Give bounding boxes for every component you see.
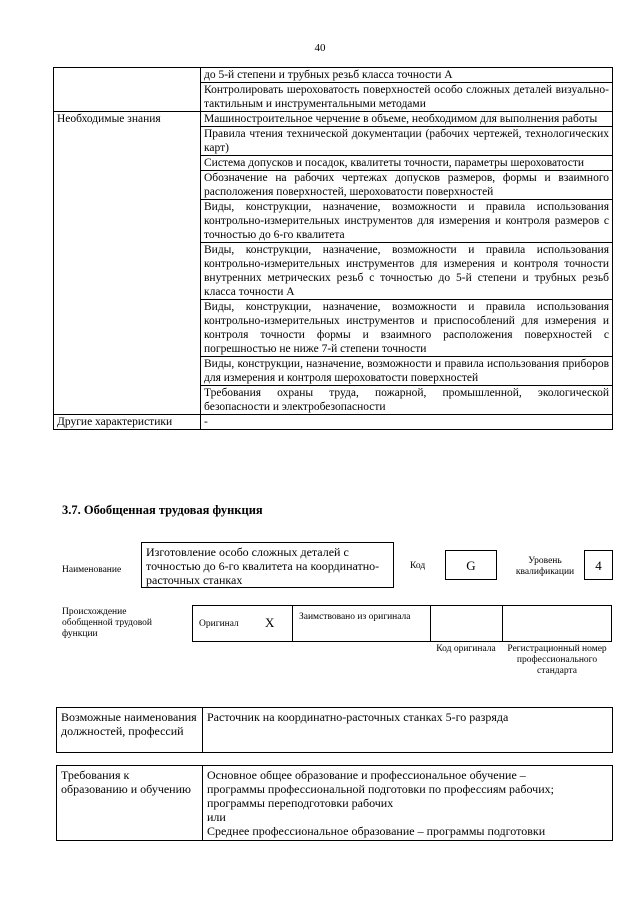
table-row bbox=[54, 200, 613, 243]
row-text: Виды, конструкции, назначение, возможности и правила использования контрольно-измерительных инструментов и приспособлений для измерения и контроля точности формы и взаимного расположения поверхностей с погрешностью не ниже 7-й степени точности bbox=[201, 300, 613, 357]
row-text: Система допусков и посадок, квалитеты точности, параметры шероховатости bbox=[201, 156, 613, 171]
table-row bbox=[54, 83, 613, 112]
original-cell bbox=[193, 606, 293, 641]
education-line: Основное общее образование и профессиональное обучение – bbox=[207, 768, 526, 782]
borrowed-label: Заимствовано из оригинала bbox=[299, 612, 411, 622]
row-label: Необходимые знания bbox=[54, 112, 201, 127]
row-label bbox=[54, 300, 201, 357]
table-row bbox=[54, 243, 613, 300]
row-label bbox=[54, 156, 201, 171]
row-text: Обозначение на рабочих чертежах допусков размеров, формы и взаимного расположения поверхностей, шероховатости поверхностей bbox=[201, 171, 613, 200]
table-row bbox=[54, 127, 613, 156]
function-name-box: Изготовление особо сложных деталей с точностью до 6-го квалитета на координатно-расточных станках bbox=[141, 542, 394, 588]
row-text: Машиностроительное черчение в объеме, необходимом для выполнения работы bbox=[201, 112, 613, 127]
table-row bbox=[54, 156, 613, 171]
origin-label: Происхождение обобщенной трудовой функции bbox=[62, 607, 152, 639]
education-line: или bbox=[207, 810, 226, 824]
row-text: Правила чтения технической документации (рабочих чертежей, технологических карт) bbox=[201, 127, 613, 156]
row-label: Другие характеристики bbox=[54, 415, 201, 430]
education-line: программы переподготовки рабочих bbox=[207, 796, 394, 810]
education-value bbox=[203, 766, 613, 841]
education-line: программы профессиональной подготовки по профессиям рабочих; bbox=[207, 782, 554, 796]
table-row bbox=[54, 386, 613, 415]
table-row bbox=[54, 300, 613, 357]
page-number: 40 bbox=[314, 42, 326, 54]
positions-label: Возможные наименования должностей, профессий bbox=[57, 708, 203, 753]
borrowed-cell bbox=[293, 606, 431, 641]
positions-table bbox=[56, 707, 613, 753]
reg-number-cell bbox=[503, 606, 611, 641]
table-row bbox=[54, 171, 613, 200]
skills-table bbox=[53, 67, 613, 430]
row-text: до 5-й степени и трубных резьб класса точности А bbox=[201, 68, 613, 83]
row-label bbox=[54, 243, 201, 300]
education-table bbox=[56, 765, 613, 841]
row-label bbox=[54, 171, 201, 200]
orig-code-caption: Код оригинала bbox=[436, 644, 496, 654]
row-label bbox=[54, 386, 201, 415]
code-label: Код bbox=[410, 561, 426, 571]
row-label bbox=[54, 357, 201, 386]
table-row bbox=[54, 357, 613, 386]
row-label bbox=[54, 127, 201, 156]
education-label: Требования к образованию и обучению bbox=[57, 766, 203, 841]
orig-code-cell bbox=[431, 606, 503, 641]
level-value-box: 4 bbox=[584, 550, 613, 580]
code-value-box: G bbox=[445, 550, 497, 580]
table-row bbox=[54, 68, 613, 83]
positions-value: Расточник на координатно-расточных станках 5-го разряда bbox=[203, 708, 613, 753]
row-text: Требования охраны труда, пожарной, промышленной, экологической безопасности и электробезопасности bbox=[201, 386, 613, 415]
row-text: Виды, конструкции, назначение, возможности и правила использования контрольно-измерительных инструментов для измерения и контроля точности внутренних метрических резьб с точностью до 5-й степени и трубных резьб класса точности А bbox=[201, 243, 613, 300]
row-text: Контролировать шероховатость поверхностей особо сложных деталей визуально-тактильным и инструментальными методами bbox=[201, 83, 613, 112]
section-title: 3.7. Обобщенная трудовая функция bbox=[62, 503, 263, 517]
level-label: Уровень квалификации bbox=[515, 556, 575, 577]
row-label bbox=[54, 200, 201, 243]
row-label bbox=[54, 83, 201, 112]
row-text: Виды, конструкции, назначение, возможности и правила использования приборов для измерения и контроля шероховатости поверхностей bbox=[201, 357, 613, 386]
row-text: Виды, конструкции, назначение, возможности и правила использования контрольно-измерительных инструментов для измерения и контроля размеров с точностью до 6-го квалитета bbox=[201, 200, 613, 243]
education-line: Среднее профессиональное образование – программы подготовки bbox=[207, 824, 546, 838]
table-row bbox=[57, 708, 613, 753]
table-row bbox=[57, 766, 613, 841]
table-row bbox=[54, 112, 613, 127]
original-mark: X bbox=[265, 615, 275, 630]
original-label: Оригинал bbox=[199, 619, 239, 629]
table-row bbox=[54, 415, 613, 430]
reg-number-caption: Регистрационный номер профессионального стандарта bbox=[507, 644, 607, 676]
row-label bbox=[54, 68, 201, 83]
origin-row bbox=[192, 605, 612, 642]
row-text: - bbox=[201, 415, 613, 430]
name-label: Наименование bbox=[62, 565, 122, 575]
